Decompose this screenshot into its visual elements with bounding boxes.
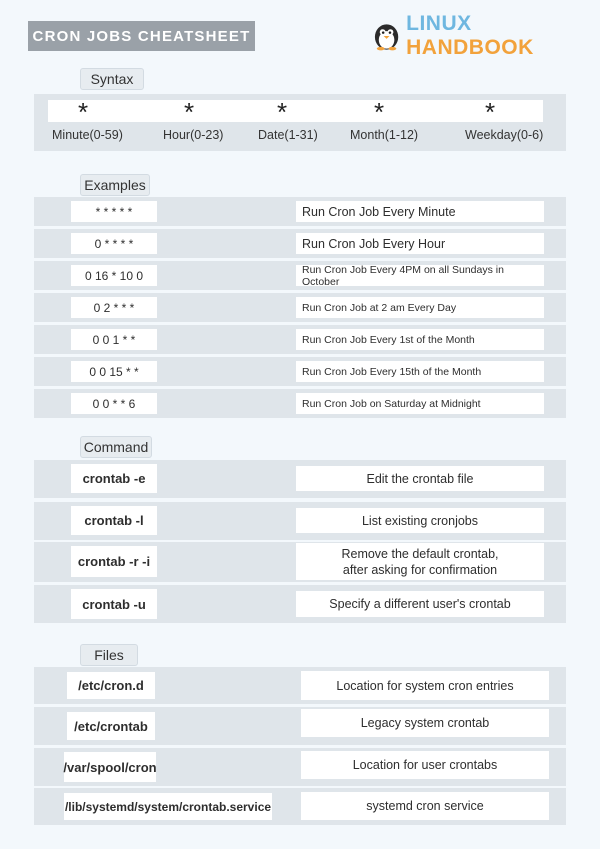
syntax-label-weekday: Weekday(0-6) — [465, 128, 544, 142]
example-expression: 0 0 15 * * — [71, 361, 157, 382]
file-description: Legacy system crontab — [301, 709, 549, 737]
example-expression: 0 2 * * * — [71, 297, 157, 318]
file-path: /etc/crontab — [67, 712, 155, 740]
section-tag-command: Command — [80, 436, 152, 458]
command-description — [296, 543, 544, 580]
file-path: /lib/systemd/system/crontab.service — [64, 793, 272, 820]
syntax-label-month: Month(1-12) — [350, 128, 419, 142]
syntax-star-weekday: * — [485, 97, 496, 127]
command-description: Edit the crontab file — [296, 466, 544, 491]
penguin-icon — [372, 21, 401, 51]
section-tag-syntax: Syntax — [80, 68, 144, 90]
command-description-line2: after asking for confirmation — [342, 562, 498, 577]
file-path: /var/spool/cron — [64, 752, 156, 782]
example-expression: 0 0 * * 6 — [71, 393, 157, 414]
section-tag-examples: Examples — [80, 174, 150, 196]
syntax-star-month: * — [374, 97, 385, 127]
brand-text-linux: LINUX — [406, 12, 472, 35]
brand-logo — [372, 12, 600, 59]
syntax-star-minute: * — [78, 97, 89, 127]
example-description: Run Cron Job Every 4PM on all Sundays in October — [296, 265, 544, 286]
example-description: Run Cron Job Every 15th of the Month — [296, 361, 544, 382]
command-name: crontab -l — [71, 506, 157, 535]
file-description: systemd cron service — [301, 792, 549, 820]
syntax-label-minute: Minute(0-59) — [52, 128, 123, 142]
syntax-label-date: Date(1-31) — [258, 128, 318, 142]
command-description-line1: Remove the default crontab, — [341, 546, 499, 561]
file-description: Location for system cron entries — [301, 671, 549, 700]
command-name: crontab -u — [71, 589, 157, 619]
syntax-star-row — [48, 100, 543, 122]
section-tag-files: Files — [80, 644, 138, 666]
example-expression: 0 16 * 10 0 — [71, 265, 157, 286]
example-expression: 0 * * * * — [71, 233, 157, 254]
example-description: Run Cron Job at 2 am Every Day — [296, 297, 544, 318]
brand-text-handbook: HANDBOOK — [406, 36, 534, 59]
syntax-star-hour: * — [184, 97, 195, 127]
command-description: List existing cronjobs — [296, 508, 544, 533]
syntax-star-date: * — [277, 97, 288, 127]
example-description: Run Cron Job on Saturday at Midnight — [296, 393, 544, 414]
command-name: crontab -e — [71, 464, 157, 493]
example-description: Run Cron Job Every 1st of the Month — [296, 329, 544, 350]
command-description: Specify a different user's crontab — [296, 591, 544, 617]
syntax-label-hour: Hour(0-23) — [163, 128, 224, 142]
example-description: Run Cron Job Every Minute — [296, 201, 544, 222]
page-title: CRON JOBS CHEATSHEET — [28, 21, 255, 51]
example-expression: * * * * * — [71, 201, 157, 222]
command-name: crontab -r -i — [71, 546, 157, 577]
file-path: /etc/cron.d — [67, 672, 155, 699]
example-description: Run Cron Job Every Hour — [296, 233, 544, 254]
example-expression: 0 0 1 * * — [71, 329, 157, 350]
file-description: Location for user crontabs — [301, 751, 549, 779]
